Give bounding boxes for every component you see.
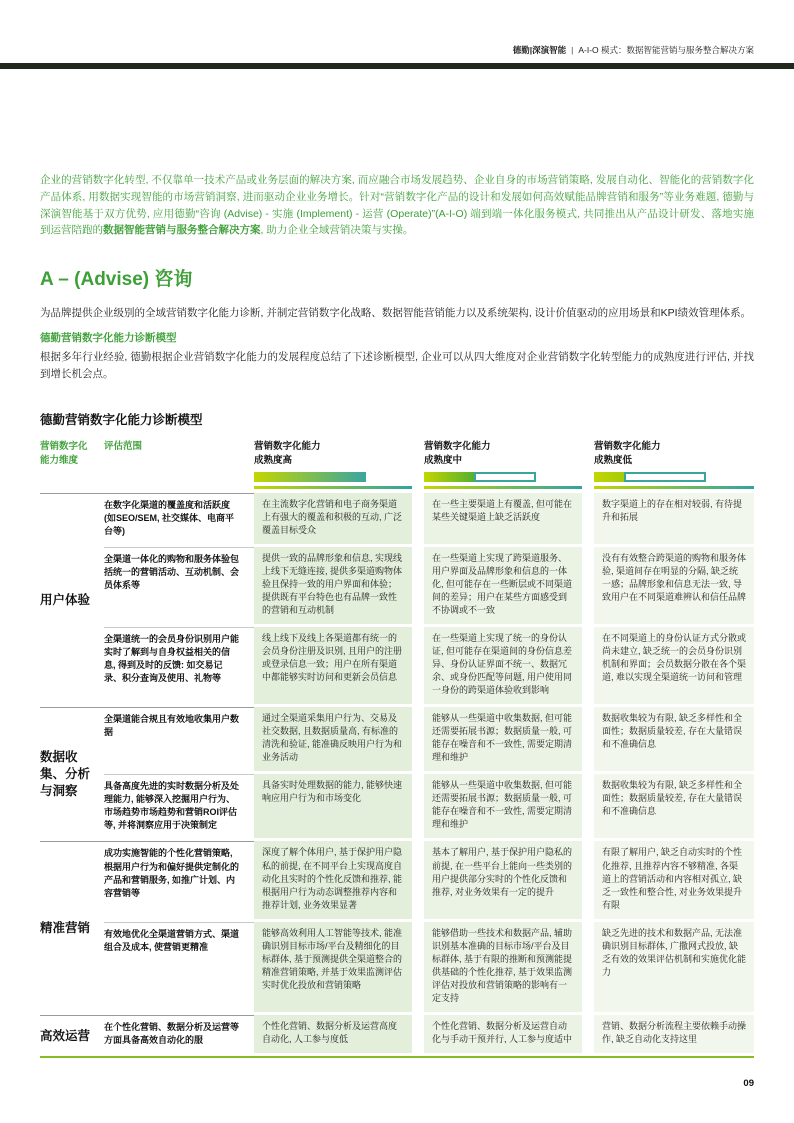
header-brand: 德勤|深演智能 <box>512 45 567 55</box>
maturity-low-cell: 营销、数据分析流程主要依赖手动操作, 缺乏自动化支持这里 <box>594 1015 754 1056</box>
maturity-mid-cell: 在一些渠道上实现了跨渠道服务、用户界面及品牌形象和信息的一体化, 但可能存在一些断层或不同渠道间的差异；用户在某些方面感受到不协调或不一致 <box>424 547 582 627</box>
page-header <box>513 44 754 56</box>
scope-cell: 成功实施智能的个性化营销策略, 根据用户行为和偏好提供定制化的产品和营销服务, 如推广计划、内容营销等 <box>104 841 254 921</box>
model-subheading: 德勤营销数字化能力诊断模型 <box>40 332 177 345</box>
header-divider: | <box>571 45 574 55</box>
dimension-user-experience: 用户体验 <box>40 493 104 708</box>
table-bottom-rule <box>40 1056 754 1058</box>
intro-paragraph <box>40 172 754 239</box>
maturity-high-cell: 线上线下及线上各渠道都有统一的会员身份注册及识别, 且用户的注册或登录信息一致；用户在所有渠道中都能够实时访问和更新会员信息 <box>254 627 412 707</box>
dimension-data-insight: 数据收集、分析与洞察 <box>40 707 104 841</box>
maturity-high-cell: 深度了解个体用户, 基于保护用户隐私的前提, 在不同平台上实现高度自动化且实时的个性化反馈和推荐, 能根据用户行为动态调整推荐内容和推荐计划, 业务效果显著 <box>254 841 412 921</box>
maturity-low-cell: 缺乏先进的技术和数据产品, 无法准确识别目标群体, 广撒网式投放, 缺乏有效的效果评估机制和实施优化能力 <box>594 922 754 1015</box>
maturity-mid-cell: 在一些渠道上实现了统一的身份认证, 但可能存在渠道间的身份信息差异、身份认证界面不统一、数据冗余、或身份匹配等问题, 用户使用同一身份的跨渠道体验收到影响 <box>424 627 582 707</box>
maturity-low-bar-fill <box>594 472 624 482</box>
maturity-high-bar <box>254 472 366 482</box>
column-gradient-rule <box>424 486 582 489</box>
maturity-mid-label-line1: 营销数字化能力 <box>424 441 491 452</box>
maturity-high-cell: 提供一致的品牌形象和信息, 实现线上线下无缝连接, 提供多渠道购物体验且保持一致的用户界面和体验；提供既有平台特色也有品牌一致性的营销和互动机制 <box>254 547 412 627</box>
header-subtitle: A-I-O 模式：数据智能营销与服务整合解决方案 <box>578 45 754 55</box>
maturity-mid-cell: 在一些主要渠道上有覆盖, 但可能在某些关键渠道上缺乏活跃度 <box>424 493 582 547</box>
intro-bold-phrase: 数据智能营销与服务整合解决方案 <box>103 224 261 237</box>
maturity-mid-label-line2: 成熟度中 <box>424 455 463 467</box>
col-header-maturity-low <box>594 440 754 493</box>
scope-cell: 有效地优化全渠道营销方式、渠道组合及成本, 使营销更精准 <box>104 922 254 1015</box>
table-title: 德勤营销数字化能力诊断模型 <box>40 413 203 427</box>
maturity-mid-bar-fill <box>424 472 474 482</box>
maturity-high-label-line2: 成熟度高 <box>254 455 293 467</box>
maturity-high-cell: 在主流数字化营销和电子商务渠道上有强大的覆盖和积极的互动, 广泛覆盖目标受众 <box>254 493 412 547</box>
page-content <box>40 172 754 1058</box>
scope-cell: 全渠道统一的会员身份识别用户能实时了解到与自身权益相关的信息, 得到及时的反馈: 如交易记录、积分查询及使用、礼物等 <box>104 627 254 707</box>
dimension-precision-marketing: 精准营销 <box>40 841 104 1015</box>
maturity-high-cell: 个性化营销、数据分析及运营高度自动化, 人工参与度低 <box>254 1015 412 1056</box>
scope-cell: 在个性化营销、数据分析及运营等方面具备高效自动化的服 <box>104 1015 254 1056</box>
scope-cell: 全渠道能合规且有效地收集用户数据 <box>104 707 254 774</box>
maturity-mid-cell: 个性化营销、数据分析及运营自动化与手动干预并行, 人工参与度适中 <box>424 1015 582 1056</box>
column-gradient-rule <box>254 486 412 489</box>
maturity-mid-bar <box>424 472 536 482</box>
maturity-low-cell: 没有有效整合跨渠道的购物和服务体验, 渠道间存在明显的分隔, 缺乏统一感；品牌形象和信息无法一致, 导致用户在不同渠道难辨认和信任品牌 <box>594 547 754 627</box>
col-header-maturity-high <box>254 440 424 493</box>
scope-cell: 在数字化渠道的覆盖度和活跃度 (如SEO/SEM, 社交媒体、电商平台等) <box>104 493 254 547</box>
maturity-mid-cell: 能够从一些渠道中收集数据, 但可能还需要拓展书源；数据质量一般, 可能存在噪音和不一致性, 需要定期清理和维护 <box>424 774 582 841</box>
maturity-mid-cell: 基本了解用户, 基于保护用户隐私的前提, 在一些平台上能向一些类别的用户提供部分实时的个性化反馈和推荐, 对业务效果有一定的提升 <box>424 841 582 921</box>
maturity-high-label-line1: 营销数字化能力 <box>254 441 321 452</box>
col-header-scope: 评估范围 <box>104 441 143 452</box>
col-header-maturity-mid <box>424 440 594 493</box>
maturity-high-cell: 具备实时处理数据的能力, 能够快速响应用户行为和市场变化 <box>254 774 412 841</box>
page-number: 09 <box>743 1078 754 1089</box>
maturity-mid-bar-remainder <box>474 472 536 482</box>
scope-cell: 全渠道一体化的购物和服务体验包括统一的营销活动、互动机制、会员体系等 <box>104 547 254 627</box>
maturity-low-cell: 数字渠道上的存在相对较弱, 有待提升和拓展 <box>594 493 754 547</box>
model-paragraph: 根据多年行业经验, 德勤根据企业营销数字化能力的发展程度总结了下述诊断模型, 企业可以从四大维度对企业营销数字化转型能力的成熟度进行评估, 并找到增长机会点。 <box>40 351 754 380</box>
maturity-high-cell: 能够高效利用人工智能等技术, 能准确识别目标市场/平台及精细化的目标群体, 基于预测提供全渠道整合的精准营销策略, 并基于效果监测评估实时优化投放和营销策略 <box>254 922 412 1015</box>
maturity-low-bar-remainder <box>624 472 706 482</box>
col-header-dimension: 营销数字化能力维度 <box>40 441 88 467</box>
maturity-low-label-line1: 营销数字化能力 <box>594 441 661 452</box>
maturity-low-cell: 在不同渠道上的身份认证方式分散或尚未建立, 缺乏统一的会员身份识别机制和界面；会员数据分散在各个渠道, 难以实现全渠道统一访问和管理 <box>594 627 754 707</box>
maturity-high-bar-fill <box>254 472 366 482</box>
dimension-efficient-operation: 高效运营 <box>40 1015 104 1056</box>
advise-paragraph: 为品牌提供企业级别的全域营销数字化能力诊断, 并制定营销数字化战略、数据智能营销能力以及系统架构, 设计价值驱动的应用场景和KPI绩效管理体系。 <box>40 306 752 319</box>
diagnostic-model-table <box>40 440 754 1056</box>
column-gradient-rule <box>594 486 754 489</box>
section-heading-advise: A – (Advise) 咨询 <box>40 269 193 291</box>
intro-lead: 企业的营销数字化转型, 不仅靠单一技术产品或业务层面的解决方案, 而应融合市场发展趋势、企业自身的市场营销策略, 发展自动化、智能化的营销数字化产品体系, 用数据实现智能的市场营销洞察, 进而驱动企业业务增长。针对“营销数字化产品的设计和发展如何高效赋能品牌营销和服务”等业务难题, 德勤与深演智能基于双方优势, 应用德勤“咨询 (Advise) - 实施 (Implement) - 运营 (Operate)”(A-I-O) 端到端一体化服务模式, 共同推出从产品设计研发、落地实施到运营陪跑的 <box>40 174 754 237</box>
maturity-low-cell: 有限了解用户, 缺乏自动实时的个性化推荐, 且推荐内容不够精准, 各渠道上的营销活动和内容相对孤立, 缺乏一致性和整合性, 对业务效果提升有限 <box>594 841 754 921</box>
intro-tail: , 助力企业全域营销决策与实操。 <box>260 224 414 237</box>
header-rule <box>0 63 794 69</box>
maturity-low-label-line2: 成熟度低 <box>594 455 633 467</box>
maturity-low-bar <box>594 472 706 482</box>
maturity-low-cell: 数据收集较为有限, 缺乏多样性和全面性；数据质量较差, 存在大量错误和不准确信息 <box>594 707 754 774</box>
maturity-mid-cell: 能够从一些渠道中收集数据, 但可能还需要拓展书源；数据质量一般, 可能存在噪音和不一致性, 需要定期清理和维护 <box>424 707 582 774</box>
scope-cell: 具备高度先进的实时数据分析及处理能力, 能够深入挖掘用户行为、市场趋势市场趋势和营销ROI评估等, 并将洞察应用于决策制定 <box>104 774 254 841</box>
maturity-mid-cell: 能够借助一些技术和数据产品, 辅助识别基本准确的目标市场/平台及目标群体, 基于有限的推断和预测能提供基础的个性化推荐, 基于效果监测评估对投放和营销策略的影响有一定支持 <box>424 922 582 1015</box>
maturity-low-cell: 数据收集较为有限, 缺乏多样性和全面性；数据质量较差, 存在大量错误和不准确信息 <box>594 774 754 841</box>
maturity-high-cell: 通过全渠道采集用户行为、交易及社交数据, 且数据质量高, 有标准的清洗和验证, 能准确反映用户行为和业务活动 <box>254 707 412 774</box>
